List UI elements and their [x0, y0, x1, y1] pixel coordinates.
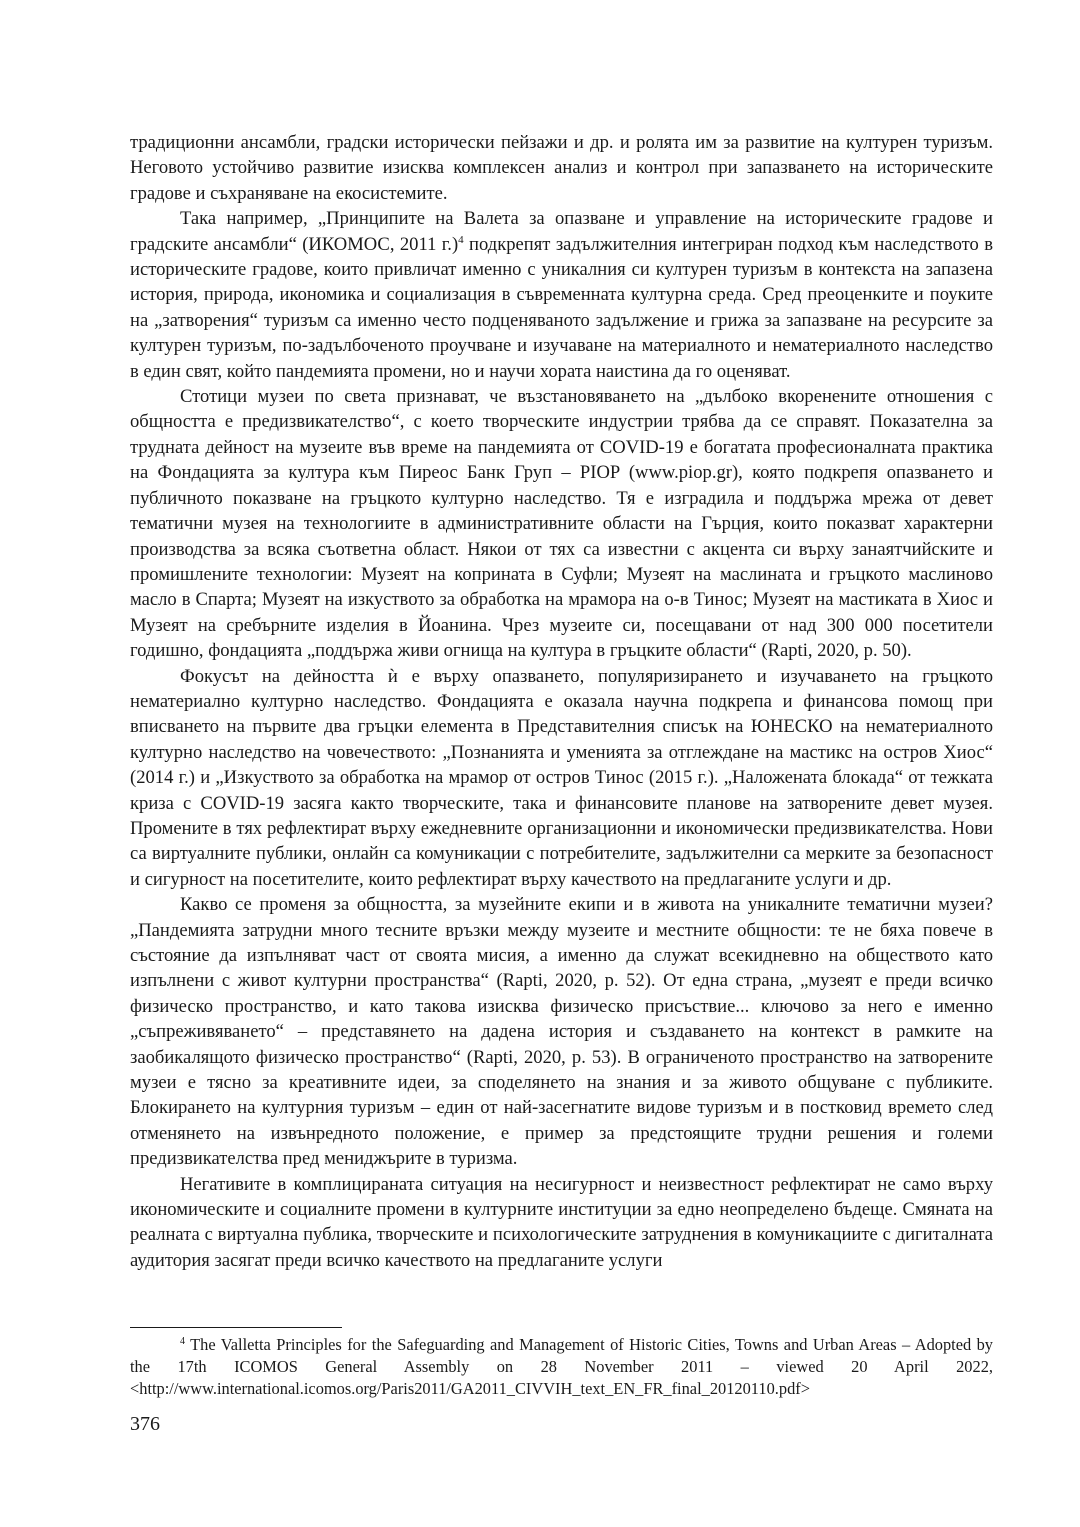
paragraph-6 — [130, 1172, 993, 1274]
footnote — [130, 1334, 993, 1400]
paragraph-text: Какво се променя за общността, за музейните екипи и в живота на уникалните тематични музеи? „Пандемията затрудни много тесните връзки между музеите и местните общности: те не бяха повече в състояние да изпълняват част от своята мисия, а именно да служат всекидневно на обществото като изпълнени с живот културни пространства“ (Rapti, 2020, p. 52). От една страна, „музеят е преди всичко физическо пространство, и като такова изисква физическо присъствие... ключово за него е именно „съпреживяването“ – представянето на дадена история и създаването на контекст в рамките на заобикалящото физическо пространство“ (Rapti, 2020, p. 53). В ограниченото пространство на затворените музеи е тясно за креативните идеи, за споделянето на знания и за живото общуване с публиките. Блокирането на културния туризъм – един от най-засегнатите видове туризъм и в постковид времето след отменянето на извънредното положение, е пример за предстоящите трудни решения и големи предизвикателства пред мениджърите в туризма. — [130, 894, 993, 1170]
footnote-number: 4 — [180, 1336, 185, 1347]
paragraph-3 — [130, 384, 993, 663]
page-number: 376 — [130, 1413, 160, 1435]
paragraph-text: Така например, „Принципите на Валета за опазване и управление на историческите градове и градските ансамбли“ (ИКОМОС, 2011 г.) — [130, 208, 993, 255]
paragraph-text: традиционни ансамбли, градски исторически пейзажи и др. и ролята им за развитие на културен туризъм. Неговото устойчиво развитие изисква комплексен анализ и контрол при запазването на историческите градове и съхраняване на екосистемите. — [130, 132, 993, 204]
footnote-text: The Valletta Principles for the Safeguarding and Management of Historic Cities, Towns and Urban Areas – Adopted by the 17th ICOMOS General Assembly on 28 November 2011 – viewed 20 April 2022, <http://www.international.icomos.org/Paris2011/GA2011_CIVVIH_text_EN_FR_final_20120110.pdf> — [130, 1335, 993, 1398]
paragraph-1 — [130, 130, 993, 206]
paragraph-5 — [130, 892, 993, 1171]
paragraph-4 — [130, 664, 993, 893]
paragraph-2 — [130, 206, 993, 384]
paragraph-text: Негативите в комплицираната ситуация на несигурност и неизвестност рефлектират не само върху икономическите и социалните промени в културните институции за едно неопределено бъдеще. Смяната на реалната с виртуална публика, творческите и психологическите затруднения в комуникациите с дигиталната аудитория засягат преди всичко качеството на предлаганите услуги — [130, 1173, 993, 1271]
footnote-reference[interactable]: 4 — [458, 233, 464, 246]
paragraph-text: Фокусът на дейността ѝ е върху опазването, популяризирането и изучаването на гръцкото нематериално културно наследство. Фондацията е оказала научна подкрепа и финансова помощ при вписването на първите два гръцки елемента в Представителния списък на ЮНЕСКО на нематериалното културно наследство на човечеството: „Познанията и уменията за отглеждане на мастикс на остров Хиос“ (2014 г.) и „Изкуството за обработка на мрамор от остров Тинос (2015 г.). „Наложената блокада“ от тежката криза с COVID-19 засяга както творческите, така и финансовите планове на затворените девет музея. Промените в тях рефлектират върху ежедневните организационни и икономически предизвикателства. Нови са виртуалните публики, онлайн са комуникации с потребителите, задължителни са мерките за безопасност и сигурност на посетителите, които рефлектират върху качеството на предлаганите услуги и др. — [130, 665, 993, 890]
paragraph-text-continued: подкрепят задължителния интегриран подход към наследството в историческите градове, които привличат именно с уникалния си културен туризъм в контекста на запазена история, природа, икономика и социализация в съвременната културна среда. Сред преоценките и поуките на „затворения“ туризъм са именно често подценяваното задължение и грижа за запазване на ресурсите за културен туризъм, по-задълбоченото проучване и изучаване на материалното и нематериалното наследство в един свят, който пандемията промени, но и научи хората наистина да го оценяват. — [130, 233, 993, 382]
footnote-divider — [130, 1327, 342, 1328]
main-text — [130, 130, 993, 1273]
paragraph-text: Стотици музеи по света признават, че възстановяването на „дълбоко вкоренените отношения с общността е предизвикателство“, с което творческите индустрии трябва да се справят. Показателна за трудната дейност на музеите във време на пандемията от COVID-19 е богатата професионалната практика на Фондацията за култура към Пиреос Банк Груп – PIOP (www.piop.gr), която подкрепя опазването и публичното показване на гръцкото културно наследство. Тя е изградила и поддържа мрежа от девет тематични музея на технологиите в административните области на Гърция, които показват характерни производства за всяка съответна област. Някои от тях са известни с акцента си върху занаятчийските и промишлените технологии: Музеят на коприната в Суфли; Музеят на маслината и гръцкото маслиново масло в Спарта; Музеят на изкуството за обработка на мрамора на о-в Тинос; Музеят на мастиката в Хиос и Музеят на сребърните изделия в Йоанина. Чрез музеите си, посещавани от над 300 000 посетители годишно, фондацията „поддържа живи огнища на култура в гръцките области“ (Rapti, 2020, p. 50). — [130, 386, 993, 662]
